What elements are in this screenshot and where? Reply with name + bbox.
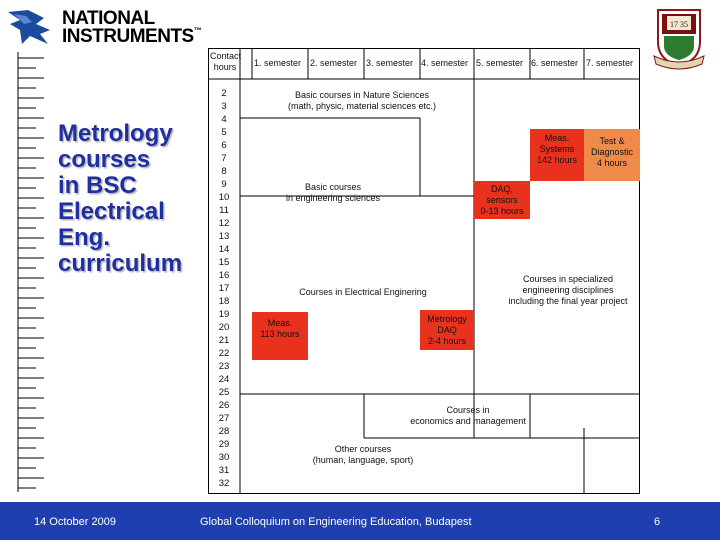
footer-date: 14 October 2009	[34, 516, 116, 528]
title-line: curriculum	[58, 250, 183, 277]
hour-number: 21	[218, 335, 230, 346]
engineering-sciences-block: Basic courses in engineering sciences	[285, 182, 381, 203]
contact-hours-header: Contact hours	[210, 51, 242, 72]
hour-number: 3	[221, 101, 227, 112]
curriculum-table	[208, 48, 640, 494]
semester-header: 1. semester	[254, 58, 302, 68]
hour-number: 22	[218, 348, 230, 359]
hour-number: 8	[221, 166, 227, 177]
semester-header: 5. semester	[476, 58, 524, 68]
slide-title	[58, 121, 208, 277]
hour-number: 2	[221, 88, 227, 99]
metrology-daq-cell: Metrology DAQ 2-4 hours	[420, 310, 474, 350]
meas-course-cell: Meas. 113 hours	[252, 312, 308, 360]
economics-block: Courses in economics and management	[410, 405, 526, 426]
semester-header: 4. semester	[421, 58, 469, 68]
hour-number: 17	[218, 283, 230, 294]
hour-number: 12	[218, 218, 230, 229]
hour-number: 27	[218, 413, 230, 424]
hour-number: 5	[221, 127, 227, 138]
slide-footer	[0, 502, 720, 540]
table-grid-lines	[208, 48, 640, 494]
hour-number: 30	[218, 452, 230, 463]
hour-number: 13	[218, 231, 230, 242]
semester-header: 6. semester	[531, 58, 579, 68]
hour-number: 7	[221, 153, 227, 164]
hour-number: 6	[221, 140, 227, 151]
hour-number: 9	[221, 179, 227, 190]
eagle-icon	[6, 4, 62, 50]
hour-number: 16	[218, 270, 230, 281]
title-line: Metrology	[58, 120, 173, 147]
nature-sciences-block: Basic courses in Nature Sciences (math, physic, material sciences etc.)	[287, 90, 437, 111]
test-diagnostic-cell: Test & Diagnostic 4 hours	[584, 129, 640, 181]
hour-number: 28	[218, 426, 230, 437]
hour-number: 10	[218, 192, 230, 203]
hour-number: 29	[218, 439, 230, 450]
title-line: in BSC	[58, 172, 137, 199]
brand-line-1: NATIONAL	[62, 8, 155, 29]
ruler-decoration	[14, 52, 60, 492]
specialized-courses-block: Courses in specialized engineering disciplines including the final year project	[508, 274, 628, 306]
national-instruments-logo	[6, 4, 206, 50]
semester-header: 7. semester	[586, 58, 634, 68]
hour-number: 25	[218, 387, 230, 398]
electrical-engineering-block: Courses in Electrical Enginering	[299, 287, 427, 297]
hour-number: 23	[218, 361, 230, 372]
hour-number: 26	[218, 400, 230, 411]
hour-number: 4	[221, 114, 227, 125]
hour-number: 19	[218, 309, 230, 320]
semester-header: 2. semester	[310, 58, 358, 68]
semester-header: 3. semester	[366, 58, 414, 68]
title-line: Electrical	[58, 198, 165, 225]
hour-number: 20	[218, 322, 230, 333]
hour-number: 31	[218, 465, 230, 476]
brand-line-2: INSTRUMENTS™	[62, 26, 202, 47]
title-line: Eng.	[58, 224, 110, 251]
footer-event: Global Colloquium on Engineering Education, Budapest	[200, 516, 472, 528]
title-line: courses	[58, 146, 151, 173]
daq-sensors-cell: DAQ, sensors 0-13 hours	[474, 181, 530, 219]
other-courses-block: Other courses (human, language, sport)	[312, 444, 414, 465]
university-crest-icon	[652, 6, 706, 72]
hour-number: 15	[218, 257, 230, 268]
page-number: 6	[654, 516, 661, 528]
hour-number: 18	[218, 296, 230, 307]
hour-number: 24	[218, 374, 230, 385]
hour-number: 32	[218, 478, 230, 489]
svg-text:17 35: 17 35	[670, 20, 688, 29]
hour-number: 11	[219, 205, 229, 216]
hour-number: 14	[218, 244, 230, 255]
meas-systems-cell: Meas. Systems 142 hours	[530, 129, 584, 181]
